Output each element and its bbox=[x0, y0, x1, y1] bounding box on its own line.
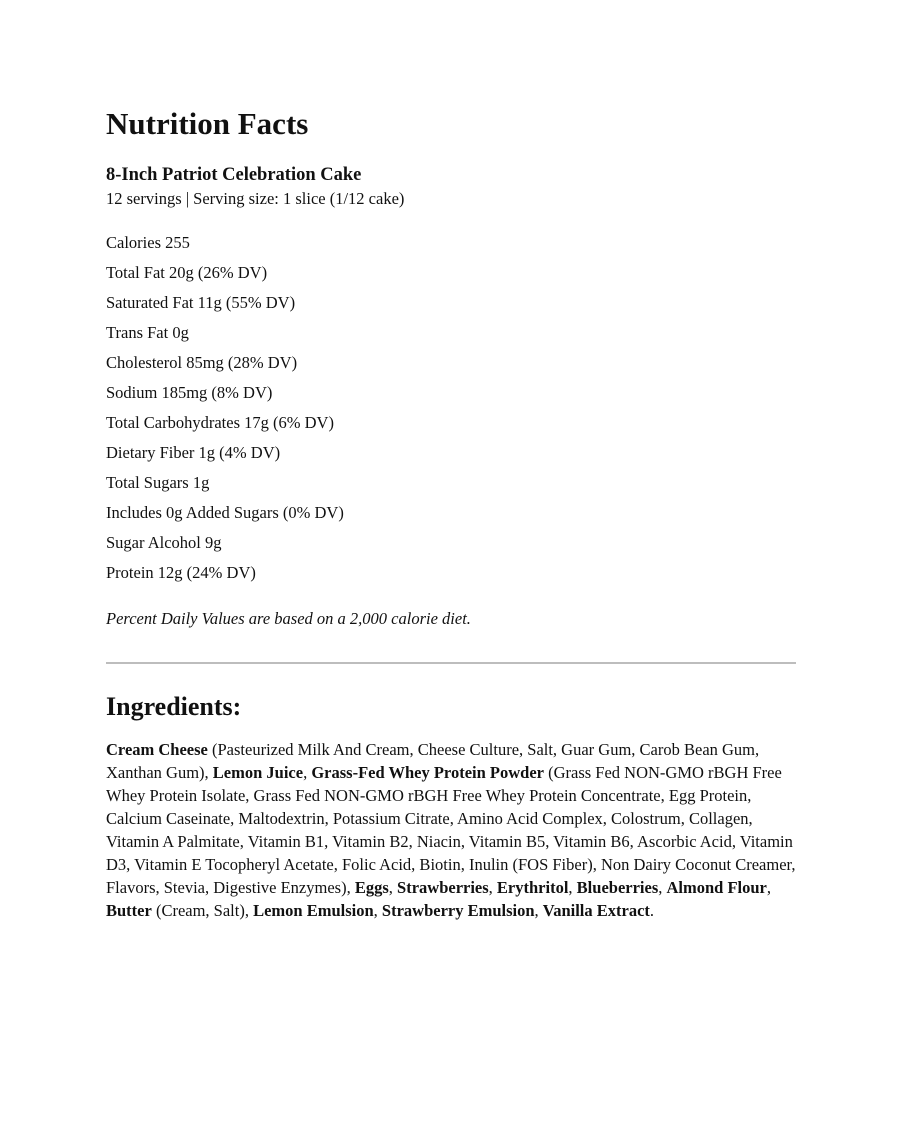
ingredient-name: Almond Flour bbox=[666, 878, 767, 897]
ingredient-name: Butter bbox=[106, 901, 152, 920]
nutrition-facts-list bbox=[106, 228, 796, 588]
ingredient-name: Blueberries bbox=[576, 878, 659, 897]
fact-sugar-alcohol: Sugar Alcohol 9g bbox=[106, 533, 222, 552]
ingredient-name: Lemon Emulsion bbox=[253, 901, 374, 920]
ingredient-name: Lemon Juice bbox=[212, 763, 304, 782]
servings-line: 12 servings | Serving size: 1 slice (1/12 cake) bbox=[106, 189, 405, 208]
ingredients-title: Ingredients: bbox=[106, 692, 242, 721]
ingredient-name: Strawberries bbox=[397, 878, 489, 897]
ingredient-detail: , bbox=[373, 901, 382, 920]
fact-trans-fat: Trans Fat 0g bbox=[106, 323, 189, 342]
fact-protein: Protein 12g (24% DV) bbox=[106, 563, 256, 582]
product-name: 8-Inch Patriot Celebration Cake bbox=[106, 165, 362, 185]
ingredient-name: Cream Cheese bbox=[106, 740, 208, 759]
ingredient-detail: (Grass Fed NON-GMO rBGH Free Whey Protein Isolate, Grass Fed NON-GMO rBGH Free Whey Protein Concentrate, Egg Protein, Calcium Caseinate, Maltodextrin, Potassium Citrate, Amino Acid Complex, Colostrum, Collagen, Vitamin A Palmitate, Vitamin B1, Vitamin B2, Niacin, Vitamin B5, Vitamin B6, Ascorbic Acid, Vitamin D3, Vitamin E Tocopheryl Acetate, Folic Acid, Biotin, Inulin (FOS Fiber), Non Dairy Coconut Creamer, Flavors, Stevia, Digestive Enzymes), bbox=[106, 763, 796, 897]
ingredient-name: Eggs bbox=[354, 878, 389, 897]
fact-total-fat: Total Fat 20g (26% DV) bbox=[106, 263, 268, 282]
ingredient-detail: , bbox=[658, 878, 667, 897]
ingredient-name: Erythritol bbox=[496, 878, 569, 897]
ingredient-detail: , bbox=[534, 901, 543, 920]
ingredient-detail: , bbox=[388, 878, 398, 897]
ingredient-detail: , bbox=[766, 878, 772, 897]
page-title: Nutrition Facts bbox=[106, 106, 309, 141]
fact-total-sugars: Total Sugars 1g bbox=[106, 473, 210, 492]
fact-cholesterol: Cholesterol 85mg (28% DV) bbox=[106, 353, 298, 372]
ingredient-name: Strawberry Emulsion bbox=[381, 901, 535, 920]
ingredient-detail: , bbox=[568, 878, 577, 897]
ingredient-detail: (Cream, Salt), bbox=[151, 901, 254, 920]
ingredient-detail: . bbox=[649, 901, 655, 920]
fact-sodium: Sodium 185mg (8% DV) bbox=[106, 383, 273, 402]
ingredient-detail: (Pasteurized Milk And Cream, Cheese Culture, Salt, Guar Gum, Carob Bean Gum, Xanthan Gum), bbox=[106, 740, 760, 782]
document-content bbox=[106, 104, 796, 922]
ingredient-detail: , bbox=[303, 763, 312, 782]
ingredient-name: Grass-Fed Whey Protein Powder bbox=[311, 763, 544, 782]
fact-total-carbohydrates: Total Carbohydrates 17g (6% DV) bbox=[106, 413, 334, 432]
fact-dietary-fiber: Dietary Fiber 1g (4% DV) bbox=[106, 443, 281, 462]
fact-calories: Calories 255 bbox=[106, 233, 190, 252]
section-divider bbox=[106, 662, 796, 664]
ingredient-name: Vanilla Extract bbox=[542, 901, 650, 920]
daily-value-disclaimer: Percent Daily Values are based on a 2,000 calorie diet. bbox=[106, 609, 471, 628]
ingredient-detail: , bbox=[488, 878, 497, 897]
fact-added-sugars: Includes 0g Added Sugars (0% DV) bbox=[106, 503, 344, 522]
fact-saturated-fat: Saturated Fat 11g (55% DV) bbox=[106, 293, 296, 312]
ingredients-text bbox=[106, 738, 796, 922]
